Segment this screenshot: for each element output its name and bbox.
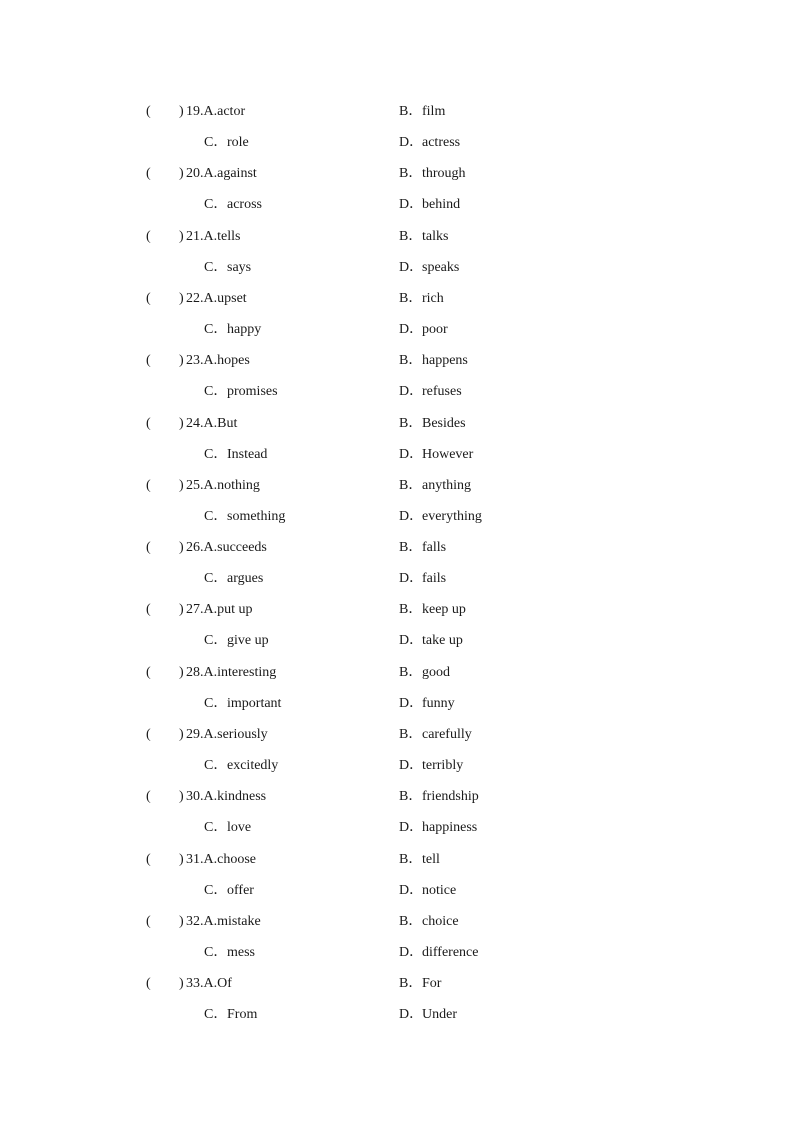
question-number: 22 <box>186 290 200 306</box>
option-d-text: fails <box>422 571 447 587</box>
option-b-marker: B． <box>399 104 423 119</box>
option-row-ab <box>0 725 794 745</box>
option-c <box>204 881 254 901</box>
option-row-ab <box>0 912 794 932</box>
answer-paren-open: ( <box>146 353 151 369</box>
question-item <box>0 414 794 476</box>
option-b-marker: B． <box>399 913 423 929</box>
option-c-text: promises <box>227 384 278 400</box>
option-b-text: talks <box>422 228 449 244</box>
answer-paren-close: ) <box>179 789 184 805</box>
option-d-marker: D． <box>399 259 424 275</box>
question-item <box>0 164 794 226</box>
answer-paren-open: ( <box>146 228 151 244</box>
question-item <box>0 289 794 351</box>
option-c-text: argues <box>227 571 264 587</box>
option-row-ab <box>0 414 794 434</box>
question-number: 31 <box>186 851 200 867</box>
answer-paren-open: ( <box>146 664 151 680</box>
option-b-marker: B． <box>399 851 423 867</box>
question-number: 24 <box>186 415 200 431</box>
answer-paren-open: ( <box>146 290 151 306</box>
answer-paren-open: ( <box>146 913 151 929</box>
question-item <box>0 600 794 662</box>
option-a-text: choose <box>217 851 257 867</box>
option-a-marker: .A. <box>200 976 218 992</box>
option-a-text: But <box>217 415 238 431</box>
option-b-text: Besides <box>422 415 466 431</box>
option-b <box>399 600 466 620</box>
option-a-marker: .A. <box>200 540 218 556</box>
option-d-marker: D． <box>399 384 424 400</box>
option-row-cd <box>0 133 794 153</box>
option-b-marker: B． <box>399 290 423 306</box>
option-row-ab <box>0 538 794 558</box>
option-row-cd <box>0 631 794 651</box>
answer-paren-open: ( <box>146 727 151 742</box>
option-a-text: upset <box>217 290 247 306</box>
option-b <box>399 725 472 745</box>
option-c <box>204 569 263 589</box>
option-a-marker: .A. <box>200 290 218 306</box>
option-d-marker: D． <box>399 446 424 462</box>
option-d <box>399 320 448 340</box>
option-c-text: happy <box>227 321 262 337</box>
option-c-marker: C． <box>204 259 228 275</box>
option-row-ab <box>0 663 794 683</box>
option-b <box>399 414 466 434</box>
option-d-text: funny <box>422 695 455 711</box>
option-row-cd <box>0 445 794 465</box>
option-b <box>399 912 459 932</box>
option-c <box>204 320 261 340</box>
question-stem <box>186 663 276 683</box>
option-b-marker: B． <box>399 166 423 182</box>
question-item <box>0 850 794 912</box>
option-d-marker: D． <box>399 135 424 150</box>
option-b-text: anything <box>422 477 471 493</box>
option-a-text: Of <box>217 976 232 992</box>
option-d <box>399 881 456 901</box>
option-row-ab <box>0 164 794 184</box>
option-a-text: mistake <box>217 913 261 929</box>
option-d-marker: D． <box>399 508 424 524</box>
option-row-cd <box>0 756 794 776</box>
option-row-cd <box>0 258 794 278</box>
answer-paren-close: ) <box>179 477 184 493</box>
option-row-cd <box>0 569 794 589</box>
question-stem <box>186 289 247 309</box>
option-a-marker: .A. <box>200 415 218 431</box>
question-stem <box>186 725 268 745</box>
question-stem <box>186 227 240 247</box>
option-d-text: poor <box>422 321 448 337</box>
question-number: 27 <box>186 602 200 618</box>
answer-paren-close: ) <box>179 166 184 182</box>
option-b-text: carefully <box>422 727 472 742</box>
option-d <box>399 445 473 465</box>
option-d-text: However <box>422 446 474 462</box>
option-d-marker: D． <box>399 321 424 337</box>
answer-paren-open: ( <box>146 104 151 119</box>
option-d-text: take up <box>422 633 463 649</box>
option-d <box>399 258 459 278</box>
option-c-marker: C． <box>204 633 228 649</box>
option-c <box>204 756 278 776</box>
option-d <box>399 818 477 838</box>
question-item <box>0 538 794 600</box>
option-row-ab <box>0 102 794 122</box>
question-item <box>0 912 794 974</box>
option-b-text: choice <box>422 913 459 929</box>
option-a-marker: .A. <box>200 789 218 805</box>
option-b-text: rich <box>422 290 444 306</box>
option-d-marker: D． <box>399 758 424 773</box>
option-d <box>399 943 478 963</box>
option-a-marker: .A. <box>200 913 218 929</box>
option-d-text: Under <box>422 1007 457 1023</box>
option-d-text: terribly <box>422 758 464 773</box>
option-b <box>399 850 440 870</box>
option-b <box>399 164 466 184</box>
option-c <box>204 445 267 465</box>
answer-paren-close: ) <box>179 976 184 992</box>
option-a-text: succeeds <box>217 540 267 556</box>
question-number: 33 <box>186 976 200 992</box>
option-row-ab <box>0 787 794 807</box>
question-number: 28 <box>186 664 200 680</box>
option-c <box>204 943 255 963</box>
option-d-marker: D． <box>399 820 424 836</box>
option-c-marker: C． <box>204 1007 228 1023</box>
option-b-text: good <box>422 664 450 680</box>
option-c <box>204 195 262 215</box>
option-a-marker: .A. <box>200 166 218 182</box>
question-stem <box>186 102 245 122</box>
option-d <box>399 631 463 651</box>
option-b-text: happens <box>422 353 468 369</box>
option-a-marker: .A. <box>200 664 218 680</box>
option-b <box>399 787 479 807</box>
option-c-marker: C． <box>204 321 228 337</box>
option-row-cd <box>0 1005 794 1025</box>
option-a-text: nothing <box>217 477 260 493</box>
option-b-text: friendship <box>422 789 479 805</box>
option-row-ab <box>0 227 794 247</box>
question-item <box>0 974 794 1036</box>
answer-paren-close: ) <box>179 353 184 369</box>
option-c <box>204 694 281 714</box>
answer-paren-close: ) <box>179 415 184 431</box>
question-stem <box>186 974 232 994</box>
option-d <box>399 569 446 589</box>
option-d <box>399 507 482 527</box>
option-b-text: through <box>422 166 466 182</box>
option-c <box>204 631 269 651</box>
option-d-marker: D． <box>399 944 424 960</box>
option-c-marker: C． <box>204 695 228 711</box>
question-number: 20 <box>186 166 200 182</box>
option-b-marker: B． <box>399 353 423 369</box>
option-c-text: love <box>227 820 252 836</box>
option-a-text: hopes <box>217 353 250 369</box>
question-stem <box>186 787 266 807</box>
option-row-ab <box>0 351 794 371</box>
option-b-text: film <box>422 104 446 119</box>
option-a-marker: .A. <box>200 228 218 244</box>
option-b-marker: B． <box>399 976 423 992</box>
answer-paren-close: ) <box>179 851 184 867</box>
option-b-marker: B． <box>399 540 423 556</box>
option-b-text: falls <box>422 540 447 556</box>
option-a-marker: .A. <box>200 727 218 742</box>
option-row-cd <box>0 320 794 340</box>
question-number: 30 <box>186 789 200 805</box>
question-stem <box>186 476 260 496</box>
question-item <box>0 227 794 289</box>
answer-paren-open: ( <box>146 540 151 556</box>
option-c-marker: C． <box>204 944 228 960</box>
answer-paren-open: ( <box>146 602 151 618</box>
option-row-cd <box>0 818 794 838</box>
question-stem <box>186 912 261 932</box>
option-c <box>204 133 249 153</box>
option-b-marker: B． <box>399 415 423 431</box>
option-c-text: role <box>227 135 249 150</box>
option-c-marker: C． <box>204 820 228 836</box>
answer-paren-open: ( <box>146 166 151 182</box>
question-item <box>0 725 794 787</box>
option-a-marker: .A. <box>200 477 218 493</box>
option-d-text: happiness <box>422 820 478 836</box>
option-c <box>204 507 285 527</box>
option-a-marker: .A. <box>200 353 218 369</box>
option-c-text: important <box>227 695 282 711</box>
option-c-text: Instead <box>227 446 268 462</box>
question-item <box>0 476 794 538</box>
option-b-text: tell <box>422 851 440 867</box>
question-number: 25 <box>186 477 200 493</box>
option-row-cd <box>0 694 794 714</box>
answer-paren-open: ( <box>146 415 151 431</box>
question-stem <box>186 351 250 371</box>
option-d <box>399 756 463 776</box>
option-c-marker: C． <box>204 446 228 462</box>
option-d <box>399 1005 457 1025</box>
option-b-marker: B． <box>399 477 423 493</box>
option-c-text: across <box>227 197 262 213</box>
option-d-text: refuses <box>422 384 462 400</box>
question-stem <box>186 414 237 434</box>
answer-paren-open: ( <box>146 976 151 992</box>
option-d-text: everything <box>422 508 482 524</box>
option-b-text: For <box>422 976 442 992</box>
question-item <box>0 351 794 413</box>
question-number: 19 <box>186 104 200 119</box>
answer-paren-close: ) <box>179 727 184 742</box>
option-d-marker: D． <box>399 1007 424 1023</box>
option-row-ab <box>0 974 794 994</box>
option-a-text: interesting <box>217 664 277 680</box>
option-d-text: difference <box>422 944 479 960</box>
option-d-text: behind <box>422 197 461 213</box>
option-b <box>399 102 445 122</box>
option-c-marker: C． <box>204 384 228 400</box>
option-c-text: offer <box>227 882 254 898</box>
option-a-text: against <box>217 166 257 182</box>
option-b <box>399 476 471 496</box>
option-b-text: keep up <box>422 602 466 618</box>
answer-paren-close: ) <box>179 228 184 244</box>
option-a-text: tells <box>217 228 241 244</box>
option-d-text: speaks <box>422 259 460 275</box>
answer-paren-open: ( <box>146 789 151 805</box>
option-c-marker: C． <box>204 882 228 898</box>
answer-paren-close: ) <box>179 540 184 556</box>
option-c <box>204 818 251 838</box>
answer-paren-open: ( <box>146 851 151 867</box>
option-b-marker: B． <box>399 664 423 680</box>
option-a-marker: .A. <box>200 104 218 119</box>
answer-paren-close: ) <box>179 602 184 618</box>
option-b <box>399 289 444 309</box>
option-d <box>399 694 455 714</box>
option-c-text: says <box>227 259 252 275</box>
question-stem <box>186 164 257 184</box>
option-c-text: mess <box>227 944 255 960</box>
option-row-ab <box>0 850 794 870</box>
option-c-marker: C． <box>204 197 228 213</box>
question-number: 32 <box>186 913 200 929</box>
option-c-text: give up <box>227 633 269 649</box>
option-a-text: actor <box>217 104 246 119</box>
option-a-marker: .A. <box>200 602 218 618</box>
option-b-marker: B． <box>399 727 423 742</box>
option-d-text: actress <box>422 135 461 150</box>
question-stem <box>186 850 256 870</box>
option-d <box>399 382 462 402</box>
option-c <box>204 1005 257 1025</box>
option-a-marker: .A. <box>200 851 218 867</box>
question-stem <box>186 538 267 558</box>
option-b <box>399 351 468 371</box>
option-d-marker: D． <box>399 882 424 898</box>
question-item <box>0 787 794 849</box>
answer-paren-close: ) <box>179 913 184 929</box>
option-b <box>399 538 446 558</box>
option-row-ab <box>0 476 794 496</box>
option-a-text: seriously <box>217 727 268 742</box>
option-d <box>399 195 460 215</box>
option-c-marker: C． <box>204 508 228 524</box>
option-c-text: something <box>227 508 286 524</box>
option-row-cd <box>0 507 794 527</box>
option-c-marker: C． <box>204 571 228 587</box>
option-b <box>399 974 441 994</box>
option-d-text: notice <box>422 882 457 898</box>
option-b <box>399 663 450 683</box>
option-a-text: kindness <box>217 789 267 805</box>
option-d-marker: D． <box>399 633 424 649</box>
option-row-cd <box>0 943 794 963</box>
option-d-marker: D． <box>399 571 424 587</box>
option-c-text: excitedly <box>227 758 279 773</box>
option-b-marker: B． <box>399 602 423 618</box>
option-d-marker: D． <box>399 695 424 711</box>
answer-paren-close: ) <box>179 290 184 306</box>
option-c-marker: C． <box>204 135 228 150</box>
question-number: 26 <box>186 540 200 556</box>
option-c-marker: C． <box>204 758 228 773</box>
option-c <box>204 382 278 402</box>
question-number: 29 <box>186 727 200 742</box>
option-b <box>399 227 448 247</box>
option-d-marker: D． <box>399 197 424 213</box>
option-row-cd <box>0 382 794 402</box>
question-number: 21 <box>186 228 200 244</box>
option-b-marker: B． <box>399 789 423 805</box>
option-c <box>204 258 251 278</box>
answer-paren-open: ( <box>146 477 151 493</box>
question-item <box>0 102 794 164</box>
option-row-cd <box>0 195 794 215</box>
answer-paren-close: ) <box>179 664 184 680</box>
option-c-text: From <box>227 1007 258 1023</box>
question-stem <box>186 600 253 620</box>
option-b-marker: B． <box>399 228 423 244</box>
option-row-cd <box>0 881 794 901</box>
option-row-ab <box>0 289 794 309</box>
question-number: 23 <box>186 353 200 369</box>
answer-paren-close: ) <box>179 104 184 119</box>
option-row-ab <box>0 600 794 620</box>
question-item <box>0 663 794 725</box>
option-d <box>399 133 460 153</box>
option-a-text: put up <box>217 602 253 618</box>
